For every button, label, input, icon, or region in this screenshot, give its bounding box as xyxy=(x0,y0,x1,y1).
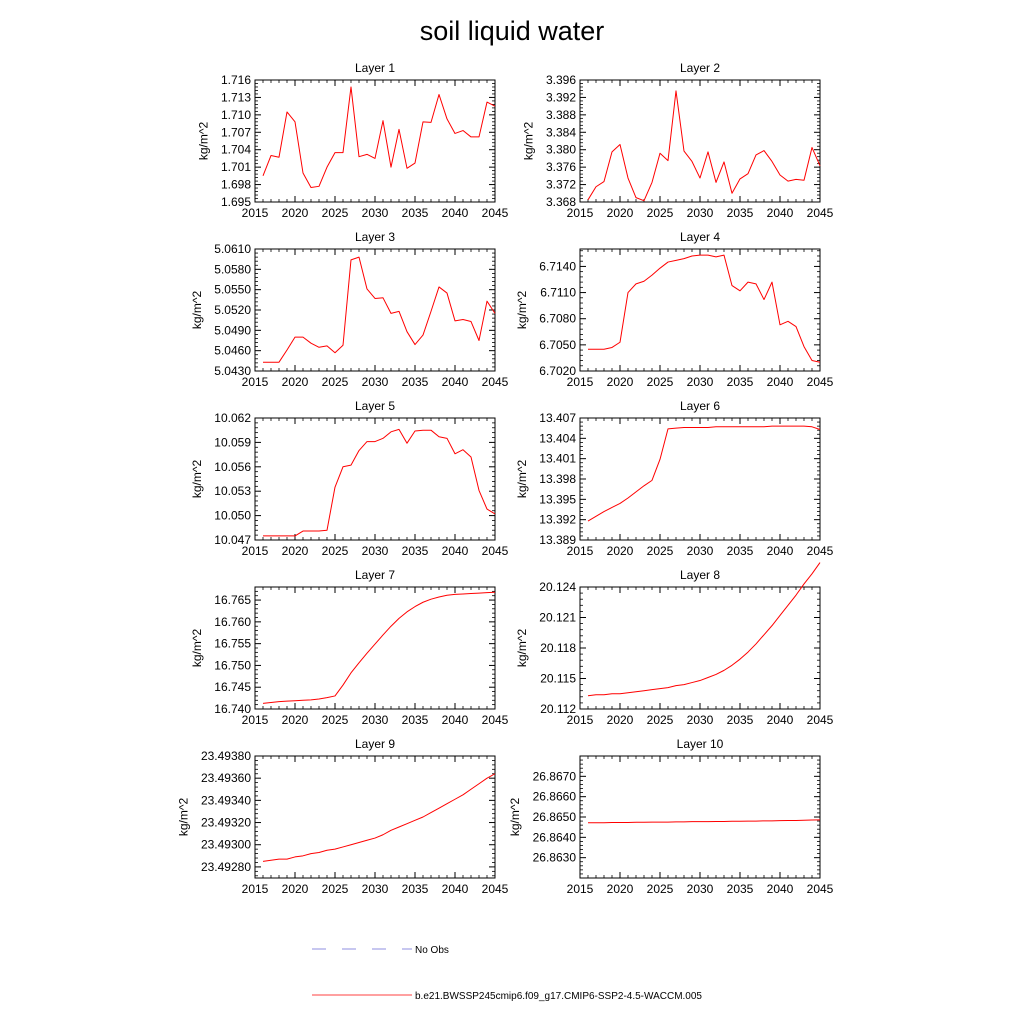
x-tick-label: 2030 xyxy=(686,882,714,896)
x-tick-label: 2035 xyxy=(726,375,754,389)
series-line-model xyxy=(588,255,820,362)
y-tick-label: 13.407 xyxy=(539,411,576,425)
panel-title: Layer 4 xyxy=(679,230,721,244)
x-tick-label: 2035 xyxy=(726,206,754,220)
y-tick-label: 3.376 xyxy=(545,160,576,175)
x-tick-label: 2030 xyxy=(686,375,714,389)
y-tick-label: 23.49360 xyxy=(200,771,251,786)
y-tick-label: 10.059 xyxy=(214,435,251,450)
x-tick-label: 2045 xyxy=(806,713,834,727)
y-tick-label: 26.8630 xyxy=(532,850,576,865)
panel-layer-4 xyxy=(515,230,834,389)
y-tick-label: 20.112 xyxy=(540,702,576,716)
x-tick-label: 2030 xyxy=(361,206,389,220)
y-tick-label: 10.047 xyxy=(214,533,251,547)
x-tick-label: 2035 xyxy=(401,882,429,896)
panel-layer-8 xyxy=(515,563,834,727)
x-tick-label: 2025 xyxy=(321,375,349,389)
panel-title: Layer 9 xyxy=(354,737,396,751)
y-axis-label: kg/m^2 xyxy=(521,121,536,161)
y-tick-label: 5.0580 xyxy=(214,262,251,277)
series-line-model xyxy=(588,426,820,521)
y-tick-label: 16.745 xyxy=(214,680,251,695)
y-tick-label: 3.384 xyxy=(545,125,576,140)
plot-frame xyxy=(255,587,495,709)
x-tick-label: 2045 xyxy=(481,375,509,389)
y-tick-label: 1.707 xyxy=(220,125,251,140)
y-tick-label: 5.0460 xyxy=(214,343,251,358)
series-line-model xyxy=(263,87,495,188)
x-tick-label: 2025 xyxy=(646,882,674,896)
x-tick-label: 2030 xyxy=(686,713,714,727)
y-tick-label: 1.704 xyxy=(220,142,251,157)
y-tick-label: 10.053 xyxy=(214,484,251,499)
x-tick-label: 2030 xyxy=(686,206,714,220)
y-tick-label: 13.401 xyxy=(539,451,576,466)
series-line-model xyxy=(588,563,820,696)
x-tick-label: 2035 xyxy=(401,544,429,558)
y-tick-label: 5.0520 xyxy=(214,303,251,317)
y-tick-label: 6.7020 xyxy=(539,364,576,378)
y-tick-label: 13.395 xyxy=(539,492,576,507)
y-tick-label: 1.716 xyxy=(220,73,251,87)
x-tick-label: 2015 xyxy=(241,544,269,558)
panel-layer-3 xyxy=(190,230,509,389)
y-tick-label: 5.0550 xyxy=(214,282,251,297)
panel-layer-6 xyxy=(515,399,834,558)
y-axis-label: kg/m^2 xyxy=(508,797,523,837)
panel-title: Layer 6 xyxy=(679,399,721,413)
plot-frame xyxy=(580,80,820,202)
x-tick-label: 2045 xyxy=(806,544,834,558)
y-tick-label: 3.392 xyxy=(545,90,576,105)
x-tick-label: 2015 xyxy=(241,375,269,389)
y-tick-label: 26.8650 xyxy=(532,810,576,824)
x-tick-label: 2025 xyxy=(646,206,674,220)
panel-title: Layer 7 xyxy=(354,568,396,582)
y-axis-label: kg/m^2 xyxy=(514,628,529,668)
x-tick-label: 2015 xyxy=(566,544,594,558)
x-tick-label: 2020 xyxy=(281,882,309,896)
panel-layer-7 xyxy=(190,568,509,727)
y-axis-label: kg/m^2 xyxy=(189,628,204,668)
y-tick-label: 20.124 xyxy=(539,580,576,594)
x-tick-label: 2035 xyxy=(401,375,429,389)
x-tick-label: 2025 xyxy=(321,544,349,558)
x-tick-label: 2015 xyxy=(241,713,269,727)
y-tick-label: 20.115 xyxy=(540,671,576,686)
y-tick-label: 16.765 xyxy=(214,593,251,608)
series-line-model xyxy=(263,592,495,703)
y-tick-label: 1.701 xyxy=(220,160,251,175)
x-tick-label: 2035 xyxy=(726,882,754,896)
x-tick-label: 2020 xyxy=(281,206,309,220)
y-tick-label: 3.372 xyxy=(545,177,576,192)
x-tick-label: 2015 xyxy=(241,882,269,896)
y-axis-label: kg/m^2 xyxy=(189,459,204,499)
y-tick-label: 20.118 xyxy=(540,641,576,655)
x-tick-label: 2040 xyxy=(441,713,469,727)
x-tick-label: 2040 xyxy=(441,375,469,389)
x-tick-label: 2025 xyxy=(321,713,349,727)
x-tick-label: 2015 xyxy=(566,206,594,220)
x-tick-label: 2015 xyxy=(241,206,269,220)
figure-title: soil liquid water xyxy=(419,16,605,46)
x-tick-label: 2040 xyxy=(766,544,794,558)
series-line-model xyxy=(588,91,820,201)
plot-frame xyxy=(255,249,495,371)
panel-title: Layer 2 xyxy=(679,61,721,75)
x-tick-label: 2035 xyxy=(726,713,754,727)
y-tick-label: 13.392 xyxy=(539,512,576,527)
panel-layer-9 xyxy=(176,737,508,896)
x-tick-label: 2020 xyxy=(281,375,309,389)
x-tick-label: 2025 xyxy=(321,206,349,220)
x-tick-label: 2035 xyxy=(401,713,429,727)
panel-title: Layer 5 xyxy=(354,399,396,413)
y-tick-label: 13.398 xyxy=(539,472,576,486)
y-tick-label: 1.698 xyxy=(220,177,251,192)
x-tick-label: 2040 xyxy=(766,206,794,220)
plot-frame xyxy=(580,756,820,878)
x-tick-label: 2025 xyxy=(321,882,349,896)
x-tick-label: 2040 xyxy=(766,713,794,727)
x-tick-label: 2040 xyxy=(441,882,469,896)
x-tick-label: 2045 xyxy=(806,882,834,896)
y-tick-label: 6.7110 xyxy=(540,285,576,300)
x-tick-label: 2020 xyxy=(606,206,634,220)
y-tick-label: 16.760 xyxy=(214,614,251,629)
series-line-model xyxy=(588,820,820,823)
y-tick-label: 6.7080 xyxy=(539,311,576,326)
x-tick-label: 2020 xyxy=(606,375,634,389)
y-tick-label: 10.062 xyxy=(214,411,251,425)
x-tick-label: 2025 xyxy=(646,544,674,558)
panel-title: Layer 3 xyxy=(354,230,396,244)
y-tick-label: 3.388 xyxy=(545,107,576,122)
y-tick-label: 23.49380 xyxy=(200,749,251,763)
y-axis-label: kg/m^2 xyxy=(514,290,529,330)
y-tick-label: 5.0610 xyxy=(214,242,251,256)
x-tick-label: 2030 xyxy=(361,713,389,727)
panels xyxy=(176,61,833,896)
y-tick-label: 3.380 xyxy=(545,142,576,157)
y-tick-label: 13.404 xyxy=(539,431,576,446)
y-tick-label: 3.396 xyxy=(545,73,576,87)
x-tick-label: 2045 xyxy=(481,882,509,896)
legend-obs-label: No Obs xyxy=(415,945,449,956)
x-tick-label: 2040 xyxy=(766,882,794,896)
y-axis-label: kg/m^2 xyxy=(189,290,204,330)
y-tick-label: 3.368 xyxy=(545,195,576,209)
x-tick-label: 2040 xyxy=(441,206,469,220)
panel-title: Layer 1 xyxy=(354,61,396,75)
legend-model-label: b.e21.BWSSP245cmip6.f09_g17.CMIP6-SSP2-4.5-WACCM.005 xyxy=(415,991,702,1002)
y-tick-label: 5.0430 xyxy=(214,364,251,378)
panel-layer-2 xyxy=(522,61,834,220)
y-axis-label: kg/m^2 xyxy=(176,797,191,837)
x-tick-label: 2020 xyxy=(281,544,309,558)
x-tick-label: 2045 xyxy=(481,713,509,727)
y-tick-label: 10.050 xyxy=(214,508,251,523)
plot-frame xyxy=(255,80,495,202)
y-tick-label: 26.8660 xyxy=(532,789,576,804)
x-tick-label: 2030 xyxy=(361,882,389,896)
series-line-model xyxy=(263,257,495,362)
panel-title: Layer 8 xyxy=(679,568,721,582)
x-tick-label: 2040 xyxy=(766,375,794,389)
panel-title: Layer 10 xyxy=(676,737,724,751)
plot-frame xyxy=(255,418,495,540)
panel-layer-5 xyxy=(190,399,509,558)
x-tick-label: 2040 xyxy=(441,544,469,558)
y-tick-label: 26.8670 xyxy=(532,769,576,784)
y-tick-label: 26.8640 xyxy=(532,830,576,845)
y-tick-label: 23.49300 xyxy=(200,837,251,852)
y-tick-label: 23.49280 xyxy=(200,859,251,874)
x-tick-label: 2015 xyxy=(566,375,594,389)
x-tick-label: 2025 xyxy=(646,713,674,727)
legend xyxy=(312,945,702,1002)
x-tick-label: 2045 xyxy=(481,206,509,220)
x-tick-label: 2015 xyxy=(566,713,594,727)
x-tick-label: 2020 xyxy=(606,713,634,727)
panel-layer-10 xyxy=(508,737,834,896)
x-tick-label: 2025 xyxy=(646,375,674,389)
x-tick-label: 2015 xyxy=(566,882,594,896)
y-tick-label: 20.121 xyxy=(539,610,576,625)
y-tick-label: 5.0490 xyxy=(214,323,251,338)
y-tick-label: 23.49340 xyxy=(200,793,251,808)
y-tick-label: 13.389 xyxy=(539,533,576,547)
y-tick-label: 16.755 xyxy=(214,636,251,651)
y-tick-label: 16.750 xyxy=(214,658,251,673)
panel-layer-1 xyxy=(197,61,509,220)
y-tick-label: 16.740 xyxy=(214,702,251,716)
y-tick-label: 23.49320 xyxy=(200,815,251,830)
series-line-model xyxy=(263,774,495,862)
x-tick-label: 2035 xyxy=(401,206,429,220)
y-tick-label: 1.713 xyxy=(220,90,251,105)
x-tick-label: 2045 xyxy=(481,544,509,558)
plot-frame xyxy=(580,418,820,540)
x-tick-label: 2045 xyxy=(806,375,834,389)
x-tick-label: 2030 xyxy=(686,544,714,558)
x-tick-label: 2035 xyxy=(726,544,754,558)
plot-frame xyxy=(580,587,820,709)
y-tick-label: 1.695 xyxy=(220,195,251,209)
y-tick-label: 6.7140 xyxy=(539,259,576,274)
plot-frame xyxy=(580,249,820,371)
x-tick-label: 2030 xyxy=(361,375,389,389)
plot-frame xyxy=(255,756,495,878)
y-tick-label: 10.056 xyxy=(214,459,251,474)
y-tick-label: 1.710 xyxy=(220,107,251,122)
x-tick-label: 2020 xyxy=(606,882,634,896)
y-axis-label: kg/m^2 xyxy=(514,459,529,499)
y-tick-label: 6.7050 xyxy=(539,337,576,352)
x-tick-label: 2020 xyxy=(606,544,634,558)
x-tick-label: 2020 xyxy=(281,713,309,727)
series-line-model xyxy=(263,429,495,536)
x-tick-label: 2045 xyxy=(806,206,834,220)
x-tick-label: 2030 xyxy=(361,544,389,558)
y-axis-label: kg/m^2 xyxy=(196,121,211,161)
